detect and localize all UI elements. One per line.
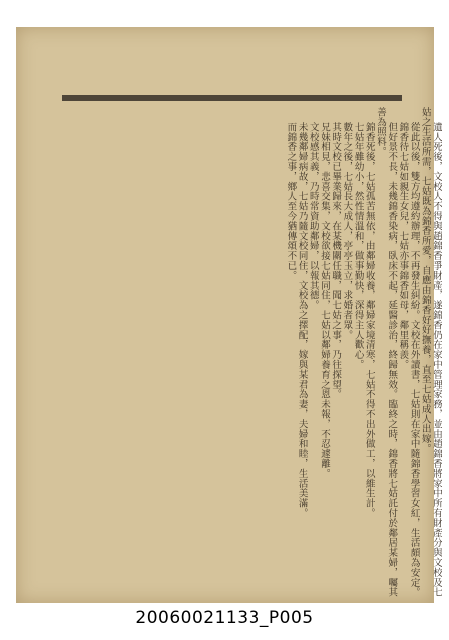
paragraph: 而錦香之事，鄉人至今猶傳頌不已。 xyxy=(285,122,297,281)
paragraph: 其時文校已畢業歸來，在某機關任職，聞七姑之事，乃往探望。 xyxy=(330,122,342,400)
paragraph: 文校感其義，乃時常資助鄰婦，以報其德。 xyxy=(307,122,319,311)
paragraph: 未幾鄰婦病故，七姑乃隨文校同住，文校為之擇配，嫁與某君為妻，夫婦和睦，生活美滿。 xyxy=(296,122,308,519)
paragraph: 錦香待七姑如親生女兒，七姑亦事錦香如母，鄰里稱羨。 xyxy=(397,122,409,370)
paragraph: 錦香死後，七姑孤苦無依，由鄰婦收養，鄰婦家境清寒，七姑不得不出外做工，以維生計。 xyxy=(363,122,375,519)
paragraph: 數年之後，七姑長大成人，亭亭玉立，求婚者眾。 xyxy=(341,122,353,340)
paragraph: 但好景不長，未幾錦香染病，臥床不起，延醫診治，終歸無效。臨終之時，錦香將七姑託付於鄰居某婦，囑其善為照料。 xyxy=(374,107,398,598)
image-caption: 20060021133_P005 xyxy=(135,608,314,628)
paragraph: 七姑年雖幼小，然性情溫和，做事勤快，深得主人歡心。 xyxy=(352,122,364,370)
header-rule xyxy=(62,95,402,101)
body-text-column xyxy=(72,107,442,607)
paragraph: 兄妹相見，悲喜交集，文校欲接七姑同住，七姑以鄰婦養育之恩未報，不忍遽離。 xyxy=(318,122,330,479)
document-page xyxy=(16,27,442,603)
paragraph: 從此以後，雙方均遵約辦理，不再發生糾紛。文校在外讀書，七姑則在家中隨錦香學習女紅，生活頗為安定。 xyxy=(408,122,420,598)
paragraph: 遺人死後，文校人不得與趙錦香爭財產，遂錦香仍在家中管理家務，並由趙錦香將家中所有財產分與文校及七姑之生活所需，七姑既為錦香所愛，自應由錦香好好撫養，直至七姑成人出嫁。 xyxy=(419,107,442,598)
